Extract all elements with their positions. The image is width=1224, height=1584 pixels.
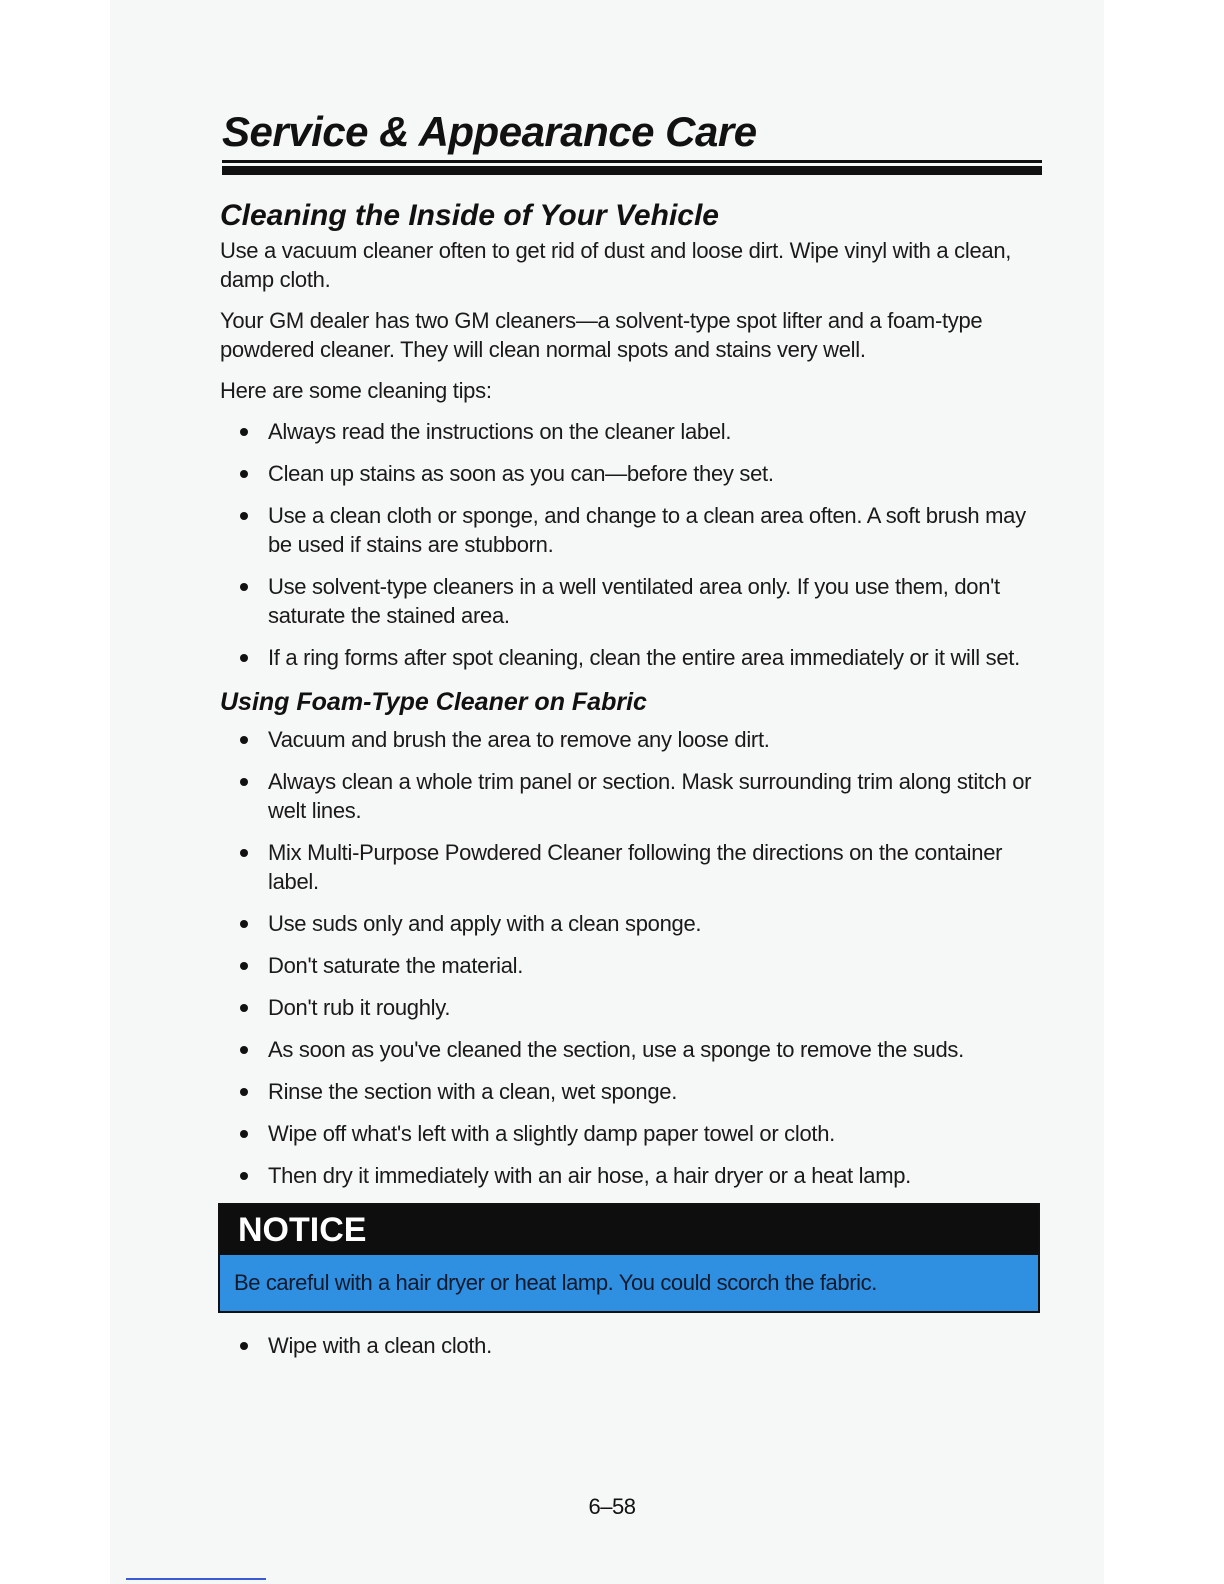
list-item [220, 572, 1040, 630]
page-content [220, 196, 1040, 1373]
bullet-icon [240, 583, 248, 591]
paragraph-tips-intro: Here are some cleaning tips: [220, 378, 492, 403]
list-item-text: Clean up stains as soon as you can—before they set. [268, 461, 774, 486]
list-item [220, 767, 1040, 825]
subsection-title: Using Foam-Type Cleaner on Fabric [220, 688, 647, 716]
bullet-icon [240, 736, 248, 744]
list-item [220, 725, 1040, 754]
list-item-text: Use solvent-type cleaners in a well ventilated area only. If you use them, don't saturate the stained area. [268, 574, 1000, 628]
bullet-icon [240, 654, 248, 662]
list-item [220, 459, 1040, 488]
list-item-text: Don't saturate the material. [268, 953, 524, 978]
notice-box [218, 1203, 1040, 1313]
bullet-icon [240, 1004, 248, 1012]
list-item [220, 1119, 1040, 1148]
list-item-text: Don't rub it roughly. [268, 995, 451, 1020]
list-item [220, 909, 1040, 938]
list-item-text: Use suds only and apply with a clean sponge. [268, 911, 702, 936]
bullet-icon [240, 1172, 248, 1180]
bullet-icon [240, 778, 248, 786]
after-notice-list [220, 1331, 1040, 1360]
list-item-text: If a ring forms after spot cleaning, clean the entire area immediately or it will set. [268, 645, 1020, 670]
list-item [220, 417, 1040, 446]
title-rule-thin [222, 160, 1042, 163]
chapter-title: Service & Appearance Care [222, 108, 757, 155]
notice-text: Be careful with a hair dryer or heat lamp. You could scorch the fabric. [220, 1255, 1038, 1311]
notice-heading: NOTICE [220, 1205, 1038, 1255]
section-title: Cleaning the Inside of Your Vehicle [220, 199, 719, 232]
bullet-icon [240, 1088, 248, 1096]
bullet-icon [240, 1046, 248, 1054]
list-item-text: Vacuum and brush the area to remove any loose dirt. [268, 727, 770, 752]
bullet-icon [240, 962, 248, 970]
cleaning-tips-list [220, 417, 1040, 672]
bullet-icon [240, 1342, 248, 1350]
list-item-text: Always clean a whole trim panel or section. Mask surrounding trim along stitch or welt lines. [268, 769, 1032, 823]
list-item [220, 1331, 1040, 1360]
list-item [220, 993, 1040, 1022]
list-item-text: Wipe off what's left with a slightly damp paper towel or cloth. [268, 1121, 835, 1146]
bullet-icon [240, 920, 248, 928]
page-number: 6–58 [588, 1494, 636, 1519]
list-item-text: Wipe with a clean cloth. [268, 1333, 492, 1358]
list-item-text: Always read the instructions on the cleaner label. [268, 419, 732, 444]
list-item-text: Mix Multi-Purpose Powdered Cleaner following the directions on the container label. [268, 840, 1003, 894]
list-item [220, 643, 1040, 672]
title-rule-thick [222, 166, 1042, 175]
list-item-text: Rinse the section with a clean, wet sponge. [268, 1079, 678, 1104]
list-item-text: Use a clean cloth or sponge, and change to a clean area often. A soft brush may be used if stains are stubborn. [268, 503, 1026, 557]
list-item-text: Then dry it immediately with an air hose, a hair dryer or a heat lamp. [268, 1163, 911, 1188]
footer-rule [126, 1578, 266, 1580]
paragraph-gm-cleaners: Your GM dealer has two GM cleaners—a solvent-type spot lifter and a foam-type powdered cleaner. They will clean normal spots and stains very well. [220, 308, 983, 362]
bullet-icon [240, 1130, 248, 1138]
list-item [220, 1161, 1040, 1190]
list-item [220, 501, 1040, 559]
list-item [220, 838, 1040, 896]
bullet-icon [240, 849, 248, 857]
list-item [220, 1035, 1040, 1064]
bullet-icon [240, 470, 248, 478]
foam-cleaner-steps-list [220, 725, 1040, 1190]
list-item [220, 951, 1040, 980]
bullet-icon [240, 428, 248, 436]
paragraph-vacuum: Use a vacuum cleaner often to get rid of dust and loose dirt. Wipe vinyl with a clean, damp cloth. [220, 238, 1012, 292]
list-item [220, 1077, 1040, 1106]
bullet-icon [240, 512, 248, 520]
list-item-text: As soon as you've cleaned the section, use a sponge to remove the suds. [268, 1037, 964, 1062]
